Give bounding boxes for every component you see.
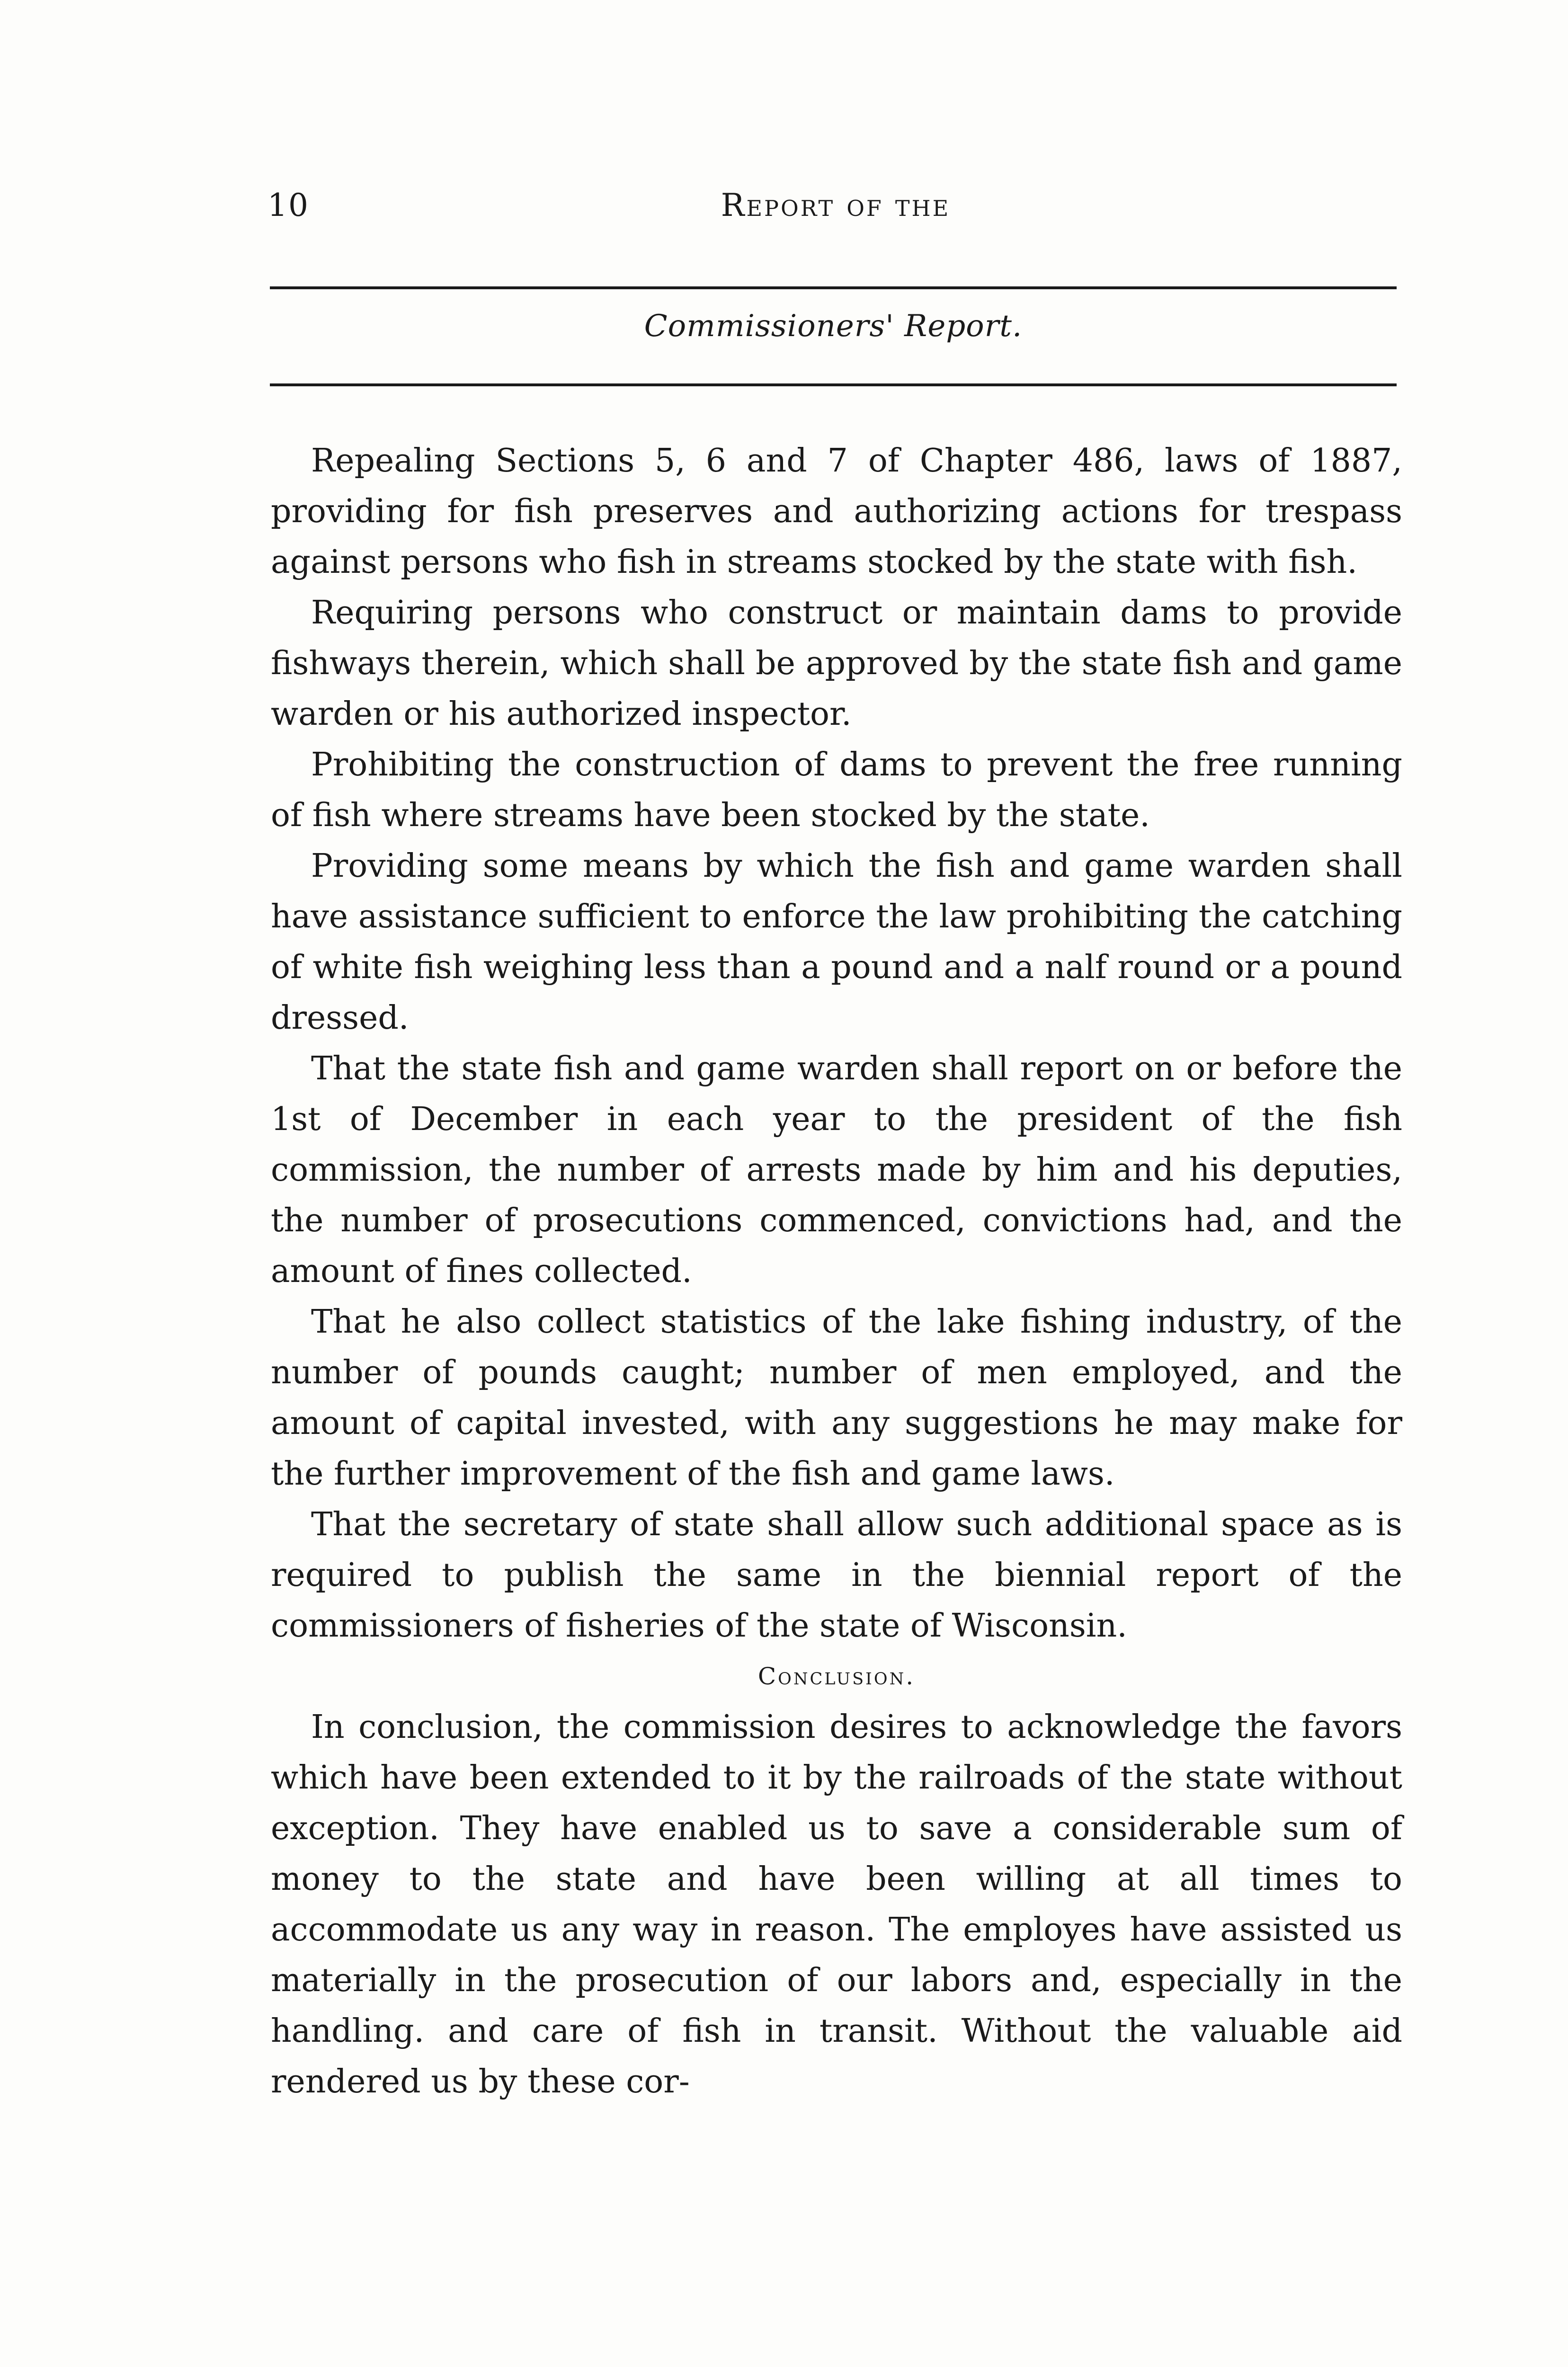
- paragraph: Providing some means by which the fish and game warden shall have assistance sufficient to enforce the law prohibiting the catching of white fish weighing less than a pound and a nalf round or a pound dressed.: [271, 847, 1402, 1037]
- paragraph: Prohibiting the construction of dams to prevent the free running of fish where streams have been stocked by the state.: [271, 746, 1402, 834]
- running-head: [267, 187, 1404, 230]
- page-number: 10: [267, 187, 309, 223]
- paragraph: That the state fish and game warden shall report on or before the 1st of December in each year to the president of the fish commission, the number of arrests made by him and his deputies, the number of prosecutions commenced, convictions had, and the amount of fines collected.: [271, 1050, 1402, 1290]
- section-subheading: Commissioners' Report.: [644, 309, 1023, 344]
- conclusion-heading: Conclusion.: [757, 1663, 916, 1690]
- conclusion-paragraph: In conclusion, the commission desires to acknowledge the favors which have been extended to it by the railroads of the state without exception. They have enabled us to save a considerable sum of money to the state and have been willing at all times to accommodate us any way in reason. The employes have assisted us materially in the prosecution of our labors and, especially in the handling. and care of fish in transit. Without the valuable aid rendered us by these cor-: [271, 1709, 1402, 2100]
- paragraph: Repealing Sections 5, 6 and 7 of Chapter 486, laws of 1887, providing for fish preserves and authorizing actions for trespass against persons who fish in streams stocked by the state with fish.: [271, 442, 1402, 581]
- page-heading: Report of the: [721, 187, 951, 223]
- body-text: [271, 436, 1402, 2107]
- bottom-rule: [270, 383, 1397, 386]
- paragraph: Requiring persons who construct or maintain dams to provide fishways therein, which shall be approved by the state fish and game warden or his authorized inspector.: [271, 594, 1402, 733]
- paragraph: That he also collect statistics of the lake fishing industry, of the number of pounds caught; number of men employed, and the amount of capital invested, with any suggestions he may make for the further improvement of the fish and game laws.: [271, 1303, 1402, 1493]
- top-rule: [270, 286, 1397, 289]
- paragraph: That the secretary of state shall allow such additional space as is required to publish the same in the biennial report of the commissioners of fisheries of the state of Wisconsin.: [271, 1506, 1402, 1645]
